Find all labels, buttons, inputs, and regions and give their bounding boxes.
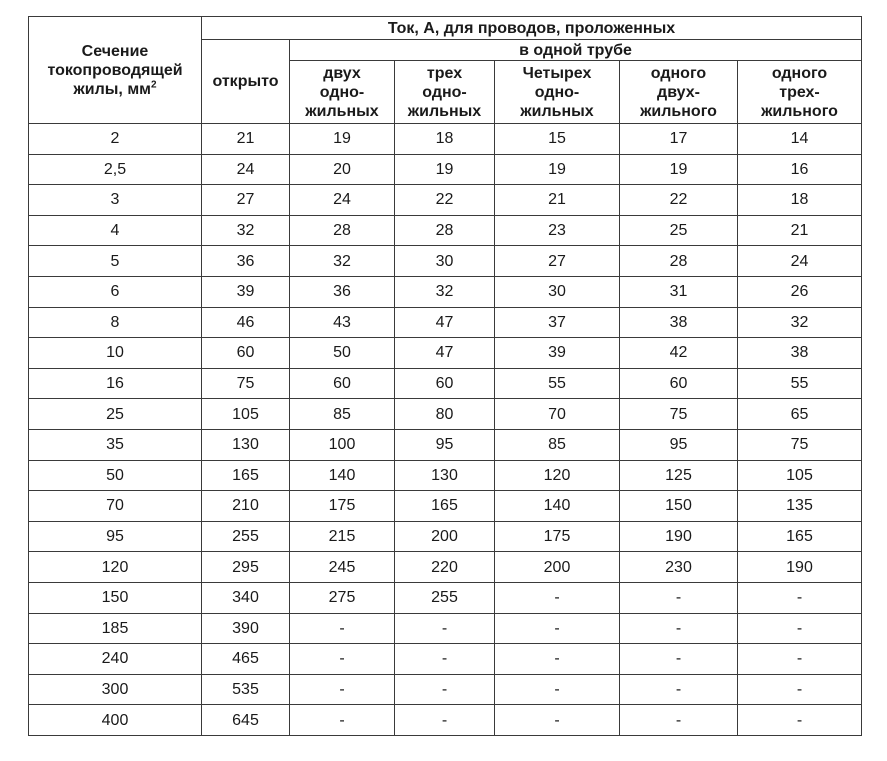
current-cell: 21 <box>495 185 620 216</box>
current-cell: 28 <box>290 215 395 246</box>
current-cell: 14 <box>738 124 862 155</box>
current-cell: 27 <box>495 246 620 277</box>
current-cell: 32 <box>395 276 495 307</box>
table-row <box>29 307 862 338</box>
current-cell: - <box>620 674 738 705</box>
current-cell: 38 <box>620 307 738 338</box>
current-cell: 230 <box>620 552 738 583</box>
current-cell: 165 <box>202 460 290 491</box>
subheader-line: жильных <box>407 102 482 120</box>
table-row <box>29 552 862 583</box>
current-cell: 200 <box>395 521 495 552</box>
current-cell: - <box>620 613 738 644</box>
table-row <box>29 368 862 399</box>
section-cell: 300 <box>29 674 202 705</box>
current-cell: - <box>738 582 862 613</box>
current-cell: 47 <box>395 338 495 369</box>
subheader-line: Четырех <box>522 64 592 82</box>
current-cell: 190 <box>620 521 738 552</box>
current-cell: 19 <box>620 154 738 185</box>
section-unit: жилы, мм <box>73 80 151 98</box>
current-cell: 22 <box>620 185 738 216</box>
current-cell: 47 <box>395 307 495 338</box>
current-cell: 19 <box>290 124 395 155</box>
section-cell: 6 <box>29 276 202 307</box>
current-cell: 165 <box>395 491 495 522</box>
table-header <box>29 17 862 124</box>
table-row <box>29 491 862 522</box>
unit-superscript: 2 <box>151 79 157 91</box>
current-cell: 60 <box>202 338 290 369</box>
current-cell: 19 <box>395 154 495 185</box>
current-cell: 42 <box>620 338 738 369</box>
current-cell: 75 <box>620 399 738 430</box>
section-cell: 70 <box>29 491 202 522</box>
current-cell: 32 <box>290 246 395 277</box>
current-cell: - <box>738 613 862 644</box>
subheader-line: двух- <box>657 83 700 101</box>
current-cell: 150 <box>620 491 738 522</box>
table-row <box>29 154 862 185</box>
current-cell: 105 <box>202 399 290 430</box>
current-cell: - <box>620 582 738 613</box>
current-cell: 215 <box>290 521 395 552</box>
current-cell: - <box>620 644 738 675</box>
current-cell: 32 <box>738 307 862 338</box>
section-cell: 240 <box>29 644 202 675</box>
current-cell: 295 <box>202 552 290 583</box>
current-rating-table <box>28 16 862 736</box>
current-cell: 15 <box>495 124 620 155</box>
current-cell: 75 <box>738 429 862 460</box>
current-cell: 17 <box>620 124 738 155</box>
subheader-line: одно- <box>319 83 365 101</box>
in-pipe-header: в одной трубе <box>290 40 862 61</box>
current-cell: 50 <box>290 338 395 369</box>
subheader-line: жильного <box>640 102 717 120</box>
current-cell: 200 <box>495 552 620 583</box>
section-header-line-3 <box>29 80 201 99</box>
current-cell: 21 <box>202 124 290 155</box>
table-row <box>29 613 862 644</box>
current-cell: 28 <box>395 215 495 246</box>
current-cell: 120 <box>495 460 620 491</box>
table-row <box>29 674 862 705</box>
section-cell: 16 <box>29 368 202 399</box>
current-cell: 125 <box>620 460 738 491</box>
section-cell: 35 <box>29 429 202 460</box>
section-header-line-2: токопроводящей <box>47 61 183 79</box>
current-cell: 95 <box>620 429 738 460</box>
subheader-line: одно- <box>534 83 580 101</box>
table-row <box>29 399 862 430</box>
current-cell: 60 <box>290 368 395 399</box>
section-cell: 4 <box>29 215 202 246</box>
table-row <box>29 521 862 552</box>
current-cell: 60 <box>395 368 495 399</box>
current-cell: 31 <box>620 276 738 307</box>
current-cell: 55 <box>738 368 862 399</box>
table-row <box>29 276 862 307</box>
table-row <box>29 338 862 369</box>
current-cell: 30 <box>495 276 620 307</box>
current-cell: 130 <box>202 429 290 460</box>
current-cell: 18 <box>738 185 862 216</box>
current-cell: 23 <box>495 215 620 246</box>
current-cell: 26 <box>738 276 862 307</box>
section-header <box>29 17 202 124</box>
current-cell: 21 <box>738 215 862 246</box>
current-cell: 390 <box>202 613 290 644</box>
table-row <box>29 582 862 613</box>
section-cell: 95 <box>29 521 202 552</box>
current-title-header: Ток, А, для проводов, проложенных <box>202 17 862 40</box>
subheader-three-single-core <box>395 61 495 124</box>
current-cell: 135 <box>738 491 862 522</box>
table-row <box>29 246 862 277</box>
current-cell: - <box>290 674 395 705</box>
current-cell: - <box>290 705 395 736</box>
current-cell: 275 <box>290 582 395 613</box>
current-cell: 60 <box>620 368 738 399</box>
subheader-line: жильного <box>761 102 838 120</box>
current-cell: 190 <box>738 552 862 583</box>
current-cell: 37 <box>495 307 620 338</box>
subheader-line: двух <box>323 64 361 82</box>
section-cell: 2 <box>29 124 202 155</box>
current-cell: 65 <box>738 399 862 430</box>
section-cell: 400 <box>29 705 202 736</box>
current-cell: - <box>495 705 620 736</box>
current-cell: 95 <box>395 429 495 460</box>
current-cell: 165 <box>738 521 862 552</box>
table-row <box>29 215 862 246</box>
current-cell: 210 <box>202 491 290 522</box>
current-cell: 39 <box>202 276 290 307</box>
current-cell: - <box>495 613 620 644</box>
current-cell: 18 <box>395 124 495 155</box>
section-cell: 8 <box>29 307 202 338</box>
current-cell: - <box>495 582 620 613</box>
current-cell: - <box>620 705 738 736</box>
current-cell: 32 <box>202 215 290 246</box>
current-cell: 140 <box>495 491 620 522</box>
subheader-four-single-core <box>495 61 620 124</box>
current-cell: 24 <box>738 246 862 277</box>
current-cell: 105 <box>738 460 862 491</box>
subheader-line: трех- <box>779 83 820 101</box>
table-row <box>29 460 862 491</box>
current-cell: 465 <box>202 644 290 675</box>
current-cell: 24 <box>290 185 395 216</box>
current-cell: - <box>395 644 495 675</box>
current-cell: 36 <box>290 276 395 307</box>
current-cell: 255 <box>395 582 495 613</box>
subheader-two-single-core <box>290 61 395 124</box>
current-cell: - <box>395 613 495 644</box>
current-cell: 30 <box>395 246 495 277</box>
current-cell: 27 <box>202 185 290 216</box>
subheader-line: одно- <box>422 83 467 101</box>
subheader-line: жильных <box>305 102 379 120</box>
current-cell: 80 <box>395 399 495 430</box>
current-cell: 245 <box>290 552 395 583</box>
current-cell: 85 <box>290 399 395 430</box>
current-cell: 140 <box>290 460 395 491</box>
subheader-line: одного <box>771 64 828 82</box>
current-cell: 39 <box>495 338 620 369</box>
section-cell: 120 <box>29 552 202 583</box>
current-cell: - <box>290 613 395 644</box>
current-cell: 130 <box>395 460 495 491</box>
table-row <box>29 124 862 155</box>
current-cell: 175 <box>495 521 620 552</box>
current-cell: 22 <box>395 185 495 216</box>
current-cell: 100 <box>290 429 395 460</box>
section-cell: 3 <box>29 185 202 216</box>
current-cell: 255 <box>202 521 290 552</box>
section-cell: 25 <box>29 399 202 430</box>
section-cell: 50 <box>29 460 202 491</box>
current-cell: 20 <box>290 154 395 185</box>
table-row <box>29 644 862 675</box>
section-cell: 185 <box>29 613 202 644</box>
section-cell: 10 <box>29 338 202 369</box>
current-cell: 85 <box>495 429 620 460</box>
current-cell: 28 <box>620 246 738 277</box>
current-cell: 75 <box>202 368 290 399</box>
current-cell: 16 <box>738 154 862 185</box>
subheader-line: жильных <box>520 102 594 120</box>
current-cell: 645 <box>202 705 290 736</box>
current-cell: - <box>395 705 495 736</box>
table-row <box>29 705 862 736</box>
current-cell: 19 <box>495 154 620 185</box>
current-cell: 70 <box>495 399 620 430</box>
current-cell: - <box>495 674 620 705</box>
current-cell: 340 <box>202 582 290 613</box>
current-cell: 38 <box>738 338 862 369</box>
section-header-line-1: Сечение <box>81 42 149 60</box>
section-cell: 150 <box>29 582 202 613</box>
subheader-one-three-core <box>738 61 862 124</box>
table-row <box>29 429 862 460</box>
current-cell: 43 <box>290 307 395 338</box>
current-cell: 46 <box>202 307 290 338</box>
current-cell: 25 <box>620 215 738 246</box>
current-cell: - <box>290 644 395 675</box>
section-cell: 5 <box>29 246 202 277</box>
current-cell: - <box>495 644 620 675</box>
current-cell: - <box>738 674 862 705</box>
table-row <box>29 185 862 216</box>
current-cell: 535 <box>202 674 290 705</box>
table-body <box>29 124 862 736</box>
subheader-line: трех <box>426 64 463 82</box>
open-header: открыто <box>202 40 290 124</box>
subheader-line: одного <box>650 64 707 82</box>
current-cell: - <box>395 674 495 705</box>
current-cell: 175 <box>290 491 395 522</box>
section-cell: 2,5 <box>29 154 202 185</box>
current-cell: - <box>738 644 862 675</box>
current-cell: 36 <box>202 246 290 277</box>
current-cell: 220 <box>395 552 495 583</box>
current-cell: 55 <box>495 368 620 399</box>
subheader-one-two-core <box>620 61 738 124</box>
current-cell: - <box>738 705 862 736</box>
current-cell: 24 <box>202 154 290 185</box>
